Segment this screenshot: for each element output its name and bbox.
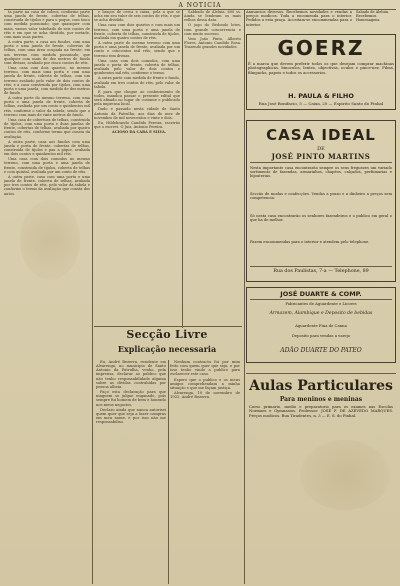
paragraph: A outra parte do mesmo terreno com uma porta e uma janela de frente, avaliada por um conto e oitocentos mil réis, sendo que o terreno tem divisas. [94,41,180,58]
casa-ideal-text: Seccão de modas e confecções. Vendas a prazo e a dinheiro a preços sem competencia. [250,192,392,201]
paragraph: O jogo do Redondo lotes, com grande concorrencia e com muito sucesso. [184,23,241,36]
paragraph: Vem João Pinto, Alberto Flores, Antonio Candido Rosa. Trazendo grandes novidades. [184,36,241,50]
paragraph: Uma casa de cobertura de telhas, construida de tijolos, com uma porta e duas janelas de frente, cobertas de telhas, avaliada por quatro contos de réis, conforme termo que consta da avaliação. [4,117,90,139]
paragraph: A outra parte, a casa aos fundos, com uma porta e uma janela de frente, cobertas de telhas, com uma área ocupada na frente; em um terreno com medida possuindo; que qualquer com mais de dez metros de fundo com divisas; avaliado por cinco contos de réis. [4,40,90,65]
article-column-3 [184,10,241,92]
casa-ideal-de: DE [317,146,325,152]
paragraph: Declaro ainda que nunca autorisei quem quer que seja a fazer compras em meu nome, e por isso não me responsabiliso. [96,407,166,425]
goerz-address: Rua José Bonifacio, 5 — Caixa, 20 — Espirito Santo do Pinhal [258,101,384,106]
goerz-firm: H. PAULA & FILHO [288,92,354,100]
secao-livre-column-b [170,360,240,584]
paragraph: Alvarenga, 10 de novembro de 1922. André Bezerra. [170,391,240,400]
column-rule [92,10,93,584]
paragraph: Uma casa com dois comodos no mesmo terreno, com uma porta e uma janela de frente, construida de tijolos, coberta de telhas e com quintal, avaliada por um conto de réis. [4,157,90,174]
article-column-2 [94,10,180,332]
duarte-name: ADÃO DUARTE DO PATEO [280,347,362,354]
duarte-title: JOSÉ DUARTE & COMP. [280,290,362,298]
duarte-line: Aguardente Fina de Canna [295,323,347,328]
paragraph: A outra parte com medida de frente e fundo, avaliada em tres contos de réis, pelo valor de tabela. [94,76,180,89]
paragraph: e braços de cerca e caixa, pela a que se acha em seu valor de seis contos de réis, e que se acha dividido. [94,10,180,23]
paragraph: Sabbado de Aleluia. 600 ss. Ainda se lembram os mais velhos dessa data. [184,10,241,23]
paragraph: E para que chegue ao conhecimento de todos, mandou passar o presente edital que será afixado no lugar de costume e publicado pela imprensa local. [94,89,180,107]
column-rule [168,360,169,584]
ad-rule [250,266,392,267]
duarte-line: Deposito para vendas a varejo [291,333,351,338]
column-rule [182,10,183,328]
paragraph: Espero que o publico e os meus amigos comprehendam a minha situação e que me façam justiça. [170,377,240,390]
goerz-title: GOERZ [277,36,365,60]
paragraph: Dado e passado nesta cidade de Santo Antonio da Patrulha, aos dias do mez de novembro de mil novecentos e vinte e dois. [94,107,180,120]
duarte-line: Armazem, Alambique e Deposito de bebidas [269,311,373,316]
paragraph: Eu, Hildebrando Candido Pereira, escrivão que o escrevi. O Juiz, Antonio Pereira. [94,120,180,130]
casa-ideal-title: CASA IDEAL [266,126,376,144]
secao-livre-title: Secção Livre [126,328,208,341]
right-column-notes: Sabado de Aleluia. Recebemos. Homenagens. [356,10,390,22]
paragraph: Nenhum contracto foi por mim feito com quem quer que seja, e por isso tenho vindo a publico para esclarecer este caso. [170,360,240,377]
casa-ideal-text: Nesta importante casa encontrarão sempre os seus freguezes um variado sortimento de fazendas, armarinhos, chapéos, calçados, perfumarias e bijouterias. [250,166,392,179]
casa-ideal-text: Fazem encommendas para o interior e atendem pelo telephone. [250,240,370,244]
masthead: A NOTICIA [178,2,222,9]
paragraph: Faço esta declaração para que ninguem se julgue enganado, pois sempre fui homem de bem e honrado nos meus negocios. [96,390,166,407]
casa-ideal-owner: JOSÉ PINTO MARTINS [271,152,371,161]
paragraph: Uma casa com dois quartos e com mais um terreno, com uma porta e uma janela de frente, coberta de telhas, construida de tijolos, avaliada em quatro contos de réis. [94,23,180,40]
secao-livre-column-a [96,360,166,584]
paragraph: A outra parte, casa com uma porta e uma janela de frente, coberta de telhas, avaliada por tres contos de réis, pelo valor da tabela e conforme o termo da avaliação que consta dos autos. [4,174,90,196]
article-column-1 [4,10,90,584]
paragraph: ta parte na casa de coleos, conforme parte uma janela de frente, cobertas de telhas, construida de tijolos e para o poque, com tinco com medida possuindo; que quaisquer com mais, vamos valor tabeliado de seis contos de réis e em que se acha dividido, por metade, com mais suas partes. [4,10,90,39]
right-column-text: Annuncios diversos. Recebemos novidades e vendas a preços modicos. Toda a encomenda para o interior. Pedidos a esta praça. Acceitam-se encommendas para o interior. [246,10,352,27]
paper-stain [300,440,390,510]
paragraph: A outra parte do mesmo terreno, com uma porta e uma janela de frente, coberta de telhas, avaliada por um conto e quinhentos mil réis, conforme o valor da tabela; sendo que o terreno com mais de vinte metros de fundo. [4,96,90,117]
section-rule [246,373,396,374]
paragraph: Uma casa com dois quartos, no mesmo terreno, com mais uma porta e com uma janela de frente, coberta de telhas, com um terreno avaliado pelo valor de dois contos de réis; e a casa construida por tijolos, com uma porta e uma janela; com medida de dez metros de fundo. [4,66,90,95]
signature: ACIOSO DA CARA E SILVA. [111,130,167,135]
goerz-text: É a marca que devem preferir todos os que desejam comprar machinas photographicas, binoculos, lentes, objectivas, oculos e pince-nez. Films, filmpacks, papeis e todos os accessorios. [248,61,394,75]
casa-ideal-ad-frame [246,120,396,282]
section-rule [94,326,242,327]
secao-livre-subtitle: Explicação necessaria [117,344,217,354]
ad-rule [250,299,392,300]
casa-ideal-text: Só nesta casa encontrarão os senhores fazendeiros e o publico em geral o que ha de melhor. [250,214,392,223]
duarte-line: Fabricantes de Aguardente e Licores [285,301,357,306]
paragraph: A outra parte, casa aos fundos com uma janela e porta de frente, cobertas de telhas, construida de tijolos e pau a pique, avaliada em dois contos e quinhentos mil réis. [4,139,90,157]
aulas-text: Curso primario, medio e preparatorio para os exames nas Escolas Normaes e Gymnasios. Professor: JOSÉ F. DE AZEVEDO MARQUES. Preços modicos. Rua Tiradentes, n. 3 — E. S. do Pinhal. [249,404,393,418]
aulas-title: Aulas Particulares [249,378,393,394]
paragraph: Uma casa com dois comodos, com uma janela e porta de frente, coberta de telhas, avaliada pelo valor de dois contos e quinhentos mil réis, conforme o termo. [94,58,180,76]
paragraph: Eu, André Bezerra, residente em Alvarenga, no municipio de Santo Antonio da Patrulha, venho, pela imprensa, declarar ao publico que não tenho responsabilidade alguma sobre as dividas contrahidas por pessoa alheia. [96,360,166,389]
ad-rule [250,162,392,163]
casa-ideal-address: Rua dos Paulistas, 7-a — Telephone, 89 [273,269,369,274]
column-rule [244,10,245,584]
aulas-subtitle: Para meninos e meninas [279,396,363,403]
